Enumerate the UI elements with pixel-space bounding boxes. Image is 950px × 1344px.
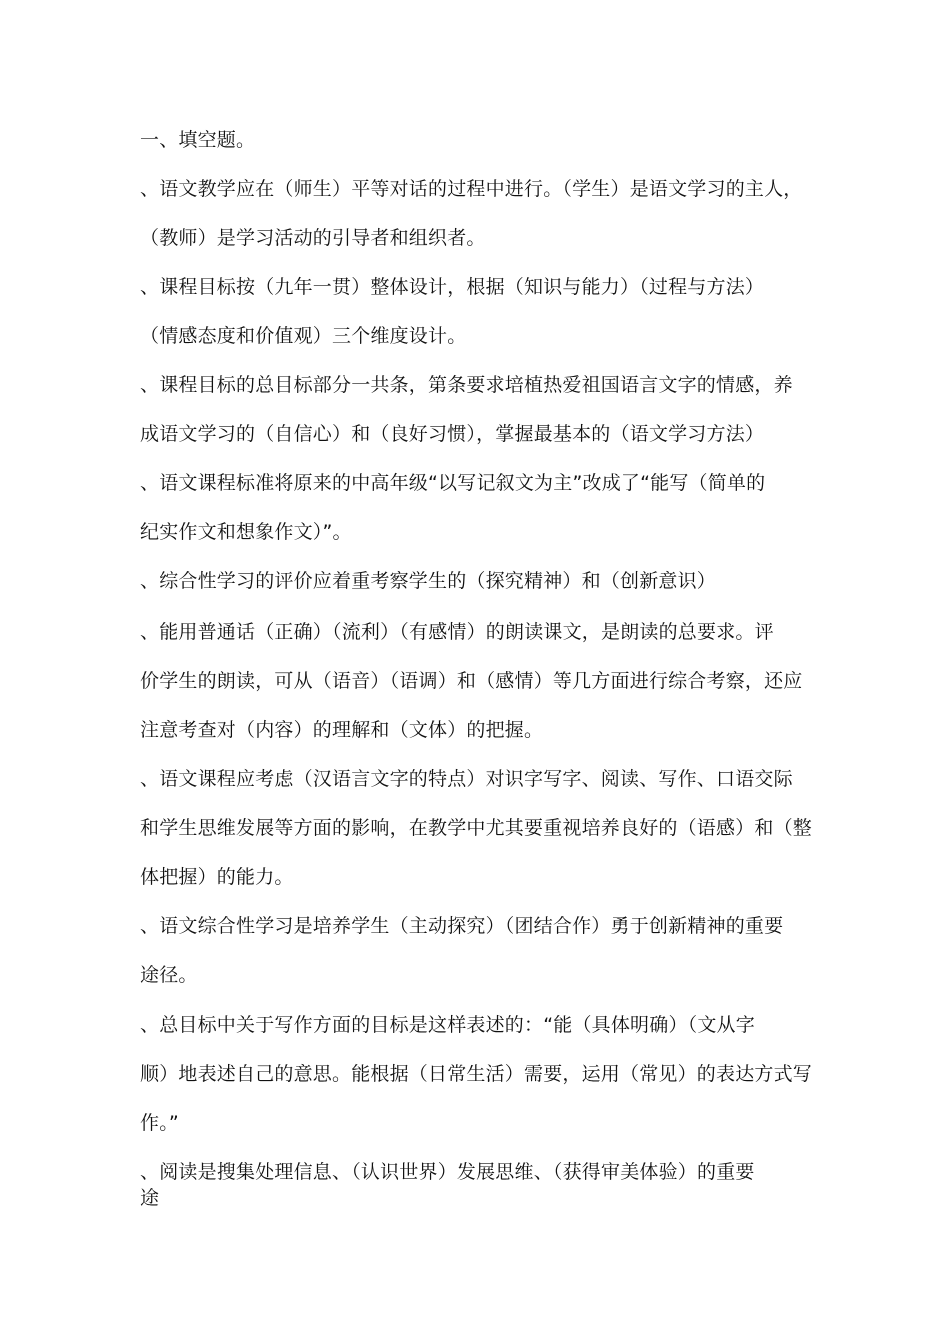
- text-line: 价学生的朗读，可从（语音）（语调）和（感情）等几方面进行综合考察，还应: [140, 670, 803, 692]
- text-line: 、总目标中关于写作方面的目标是这样表述的：“能（具体明确）（文从字: [140, 1014, 755, 1036]
- text-line: 、语文教学应在（师生）平等对话的过程中进行。（学生）是语文学习的主人，: [140, 178, 803, 200]
- text-line: 作。”: [140, 1112, 179, 1134]
- text-line: 、课程目标按（九年一贯）整体设计，根据（知识与能力）（过程与方法）: [140, 276, 765, 298]
- text-line: （教师）是学习活动的引导者和组织者。: [140, 227, 486, 249]
- text-line: 注意考查对（内容）的理解和（文体）的把握。: [140, 719, 544, 741]
- text-line: 成语文学习的（自信心）和（良好习惯），掌握最基本的（语文学习方法）: [140, 423, 765, 445]
- text-line: 、能用普通话（正确）（流利）（有感情）的朗读课文，是朗读的总要求。评: [140, 621, 774, 643]
- text-line: 纪实作文和想象作文）”。: [140, 521, 352, 543]
- section-heading: 一、填空题。: [140, 129, 256, 151]
- text-line: 、语文课程标准将原来的中高年级“以写记叙文为主”改成了“能写（简单的: [140, 472, 766, 494]
- text-line: 、课程目标的总目标部分一共条，第条要求培植热爱祖国语言文字的情感，养: [140, 374, 793, 396]
- text-line: 和学生思维发展等方面的影响，在教学中尤其要重视培养良好的（语感）和（整: [140, 817, 813, 839]
- text-line: 、语文课程应考虑（汉语言文字的特点）对识字写字、阅读、写作、口语交际: [140, 768, 793, 790]
- text-line: 途: [140, 1187, 160, 1209]
- text-line: 、语文综合性学习是培养学生（主动探究）（团结合作）勇于创新精神的重要: [140, 915, 784, 937]
- text-line: 顺）地表述自己的意思。能根据（日常生活）需要，运用（常见）的表达方式写: [140, 1063, 813, 1085]
- text-line: 、阅读是搜集处理信息、（认识世界）发展思维、（获得审美体验）的重要: [140, 1161, 755, 1183]
- text-line: 途径。: [140, 964, 198, 986]
- text-line: （情感态度和价值观）三个维度设计。: [140, 325, 467, 347]
- text-line: 体把握）的能力。: [140, 866, 294, 888]
- text-line: 、综合性学习的评价应着重考察学生的（探究精神）和（创新意识）: [140, 570, 717, 592]
